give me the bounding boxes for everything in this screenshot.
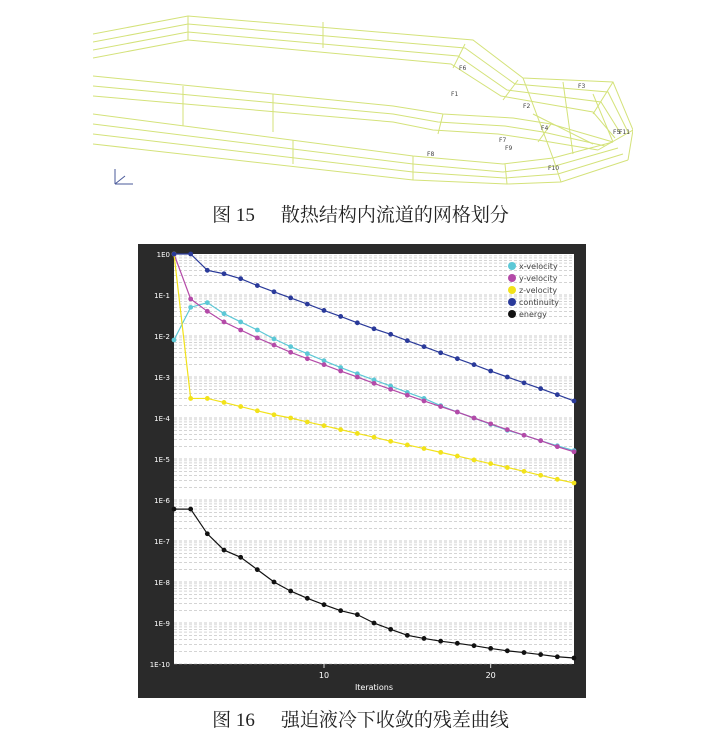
data-point-z-velocity xyxy=(455,454,460,459)
data-point-energy xyxy=(255,567,260,572)
data-point-continuity xyxy=(355,320,360,325)
data-point-y-velocity xyxy=(305,356,310,361)
data-point-y-velocity xyxy=(238,328,243,333)
data-point-continuity xyxy=(188,252,193,257)
data-point-energy xyxy=(472,643,477,648)
legend-marker xyxy=(508,262,516,270)
data-point-y-velocity xyxy=(572,449,577,454)
data-point-z-velocity xyxy=(288,416,293,421)
data-point-y-velocity xyxy=(405,393,410,398)
data-point-y-velocity xyxy=(538,438,543,443)
data-point-z-velocity xyxy=(355,431,360,436)
figure-16-number: 图 16 xyxy=(212,710,255,731)
data-point-continuity xyxy=(272,289,277,294)
data-point-z-velocity xyxy=(388,439,393,444)
mesh-node-label: F9 xyxy=(505,145,513,152)
data-point-z-velocity xyxy=(338,427,343,432)
data-point-y-velocity xyxy=(505,427,510,432)
data-point-y-velocity xyxy=(205,309,210,314)
data-point-x-velocity xyxy=(188,305,193,310)
legend-label: y-velocity xyxy=(519,274,558,283)
data-point-continuity xyxy=(422,344,427,349)
data-point-z-velocity xyxy=(305,420,310,425)
data-point-energy xyxy=(488,646,493,651)
y-tick-label: 1E-7 xyxy=(154,538,170,546)
data-point-y-velocity xyxy=(355,375,360,380)
y-tick-label: 1E-3 xyxy=(154,374,170,382)
mesh-node-label: F1 xyxy=(451,91,459,98)
mesh-node-label: F10 xyxy=(548,165,560,172)
data-point-continuity xyxy=(538,386,543,391)
figure-16-caption xyxy=(0,705,721,732)
data-point-y-velocity xyxy=(438,404,443,409)
data-point-z-velocity xyxy=(555,477,560,482)
data-point-x-velocity xyxy=(288,344,293,349)
data-point-energy xyxy=(222,548,227,553)
data-point-continuity xyxy=(555,392,560,397)
data-point-continuity xyxy=(172,252,177,257)
data-point-continuity xyxy=(205,268,210,273)
legend-label: energy xyxy=(519,310,547,319)
legend-label: x-velocity xyxy=(519,262,558,271)
data-point-z-velocity xyxy=(405,443,410,448)
data-point-z-velocity xyxy=(188,396,193,401)
series-line-x-velocity xyxy=(174,303,574,451)
data-point-x-velocity xyxy=(238,320,243,325)
legend-marker xyxy=(508,274,516,282)
data-point-x-velocity xyxy=(205,300,210,305)
data-point-energy xyxy=(455,641,460,646)
data-point-continuity xyxy=(372,326,377,331)
data-point-z-velocity xyxy=(522,469,527,474)
legend-label: z-velocity xyxy=(519,286,558,295)
data-point-y-velocity xyxy=(522,433,527,438)
mesh-node-label: F7 xyxy=(499,137,507,144)
mesh-node-label: F8 xyxy=(427,151,435,158)
data-point-z-velocity xyxy=(205,396,210,401)
legend-marker xyxy=(508,286,516,294)
data-point-y-velocity xyxy=(288,350,293,355)
data-point-z-velocity xyxy=(272,412,277,417)
data-point-energy xyxy=(372,621,377,626)
y-tick-label: 1E-5 xyxy=(154,456,170,464)
y-tick-label: 1E-10 xyxy=(149,661,170,669)
data-point-energy xyxy=(272,580,277,585)
data-point-energy xyxy=(238,555,243,560)
y-tick-label: 1E0 xyxy=(156,251,170,259)
x-axis-label: Iterations xyxy=(354,683,394,692)
data-point-energy xyxy=(505,648,510,653)
data-point-energy xyxy=(555,654,560,659)
data-point-z-velocity xyxy=(422,446,427,451)
legend-label: continuity xyxy=(519,298,559,307)
figure-15-number: 图 15 xyxy=(212,205,255,226)
data-point-z-velocity xyxy=(372,435,377,440)
residual-chart xyxy=(138,244,586,698)
series-line-energy xyxy=(174,509,574,658)
data-point-energy xyxy=(438,639,443,644)
data-point-y-velocity xyxy=(338,369,343,374)
mesh-wireframe-figure xyxy=(93,14,633,192)
data-point-continuity xyxy=(288,295,293,300)
data-point-energy xyxy=(322,602,327,607)
x-tick-label: 20 xyxy=(485,671,496,680)
mesh-node-label: F11 xyxy=(619,129,631,136)
data-point-continuity xyxy=(522,380,527,385)
data-point-energy xyxy=(522,650,527,655)
y-tick-label: 1E-1 xyxy=(154,292,170,300)
data-point-x-velocity xyxy=(255,328,260,333)
data-point-energy xyxy=(355,612,360,617)
y-tick-label: 1E-9 xyxy=(154,620,170,628)
data-point-y-velocity xyxy=(455,410,460,415)
data-point-y-velocity xyxy=(555,444,560,449)
y-tick-label: 1E-8 xyxy=(154,579,170,587)
data-point-x-velocity xyxy=(272,336,277,341)
data-point-energy xyxy=(572,656,577,661)
y-tick-labels xyxy=(150,251,171,669)
figure-16-title: 强迫液冷下收敛的残差曲线 xyxy=(280,710,509,731)
axis-triad-icon xyxy=(115,169,133,184)
x-tick-labels xyxy=(319,671,496,680)
data-point-energy xyxy=(288,589,293,594)
data-point-z-velocity xyxy=(472,458,477,463)
data-point-x-velocity xyxy=(305,351,310,356)
data-point-y-velocity xyxy=(472,416,477,421)
data-point-energy xyxy=(422,636,427,641)
data-point-y-velocity xyxy=(272,343,277,348)
data-point-energy xyxy=(388,627,393,632)
data-point-continuity xyxy=(238,276,243,281)
data-point-x-velocity xyxy=(172,338,177,343)
data-point-continuity xyxy=(472,362,477,367)
data-point-continuity xyxy=(388,332,393,337)
data-point-energy xyxy=(538,652,543,657)
data-point-y-velocity xyxy=(222,320,227,325)
data-point-z-velocity xyxy=(438,450,443,455)
figure-15-title: 散热结构内流道的网格划分 xyxy=(280,205,509,226)
mesh-node-label: F3 xyxy=(578,83,586,90)
x-tick-label: 10 xyxy=(318,671,330,680)
data-point-y-velocity xyxy=(488,421,493,426)
data-point-energy xyxy=(188,507,193,512)
legend-marker xyxy=(508,310,516,318)
mesh-node-label: F6 xyxy=(459,65,467,72)
data-point-z-velocity xyxy=(538,473,543,478)
data-point-continuity xyxy=(405,338,410,343)
figure-15-caption xyxy=(0,200,721,227)
data-point-continuity xyxy=(488,369,493,374)
data-point-energy xyxy=(338,608,343,613)
residual-chart-frame xyxy=(138,244,586,698)
data-point-continuity xyxy=(305,302,310,307)
data-point-y-velocity xyxy=(372,381,377,386)
data-point-y-velocity xyxy=(188,297,193,302)
mesh-node-label: F4 xyxy=(541,125,549,132)
data-point-continuity xyxy=(338,314,343,319)
y-tick-label: 1E-2 xyxy=(154,333,170,341)
y-tick-label: 1E-4 xyxy=(154,415,170,423)
data-point-z-velocity xyxy=(505,465,510,470)
mesh-node-label: F2 xyxy=(523,103,531,110)
data-point-y-velocity xyxy=(322,362,327,367)
data-point-x-velocity xyxy=(222,311,227,316)
data-point-energy xyxy=(405,633,410,638)
data-point-y-velocity xyxy=(255,335,260,340)
data-point-continuity xyxy=(322,308,327,313)
data-point-continuity xyxy=(455,356,460,361)
data-point-y-velocity xyxy=(422,399,427,404)
data-point-energy xyxy=(172,507,177,512)
data-point-y-velocity xyxy=(388,387,393,392)
data-point-energy xyxy=(305,596,310,601)
data-point-continuity xyxy=(255,283,260,288)
data-point-continuity xyxy=(505,375,510,380)
data-point-continuity xyxy=(222,271,227,276)
data-point-continuity xyxy=(572,399,577,404)
data-point-z-velocity xyxy=(222,400,227,405)
legend-marker xyxy=(508,298,516,306)
data-point-z-velocity xyxy=(572,481,577,486)
data-point-continuity xyxy=(438,350,443,355)
y-tick-label: 1E-6 xyxy=(154,497,170,505)
data-point-z-velocity xyxy=(322,423,327,428)
data-point-energy xyxy=(205,531,210,536)
mesh-node-label: F5 xyxy=(613,129,621,136)
data-point-z-velocity xyxy=(488,461,493,466)
data-point-z-velocity xyxy=(255,408,260,413)
data-point-z-velocity xyxy=(238,404,243,409)
chart-grid xyxy=(174,256,574,668)
